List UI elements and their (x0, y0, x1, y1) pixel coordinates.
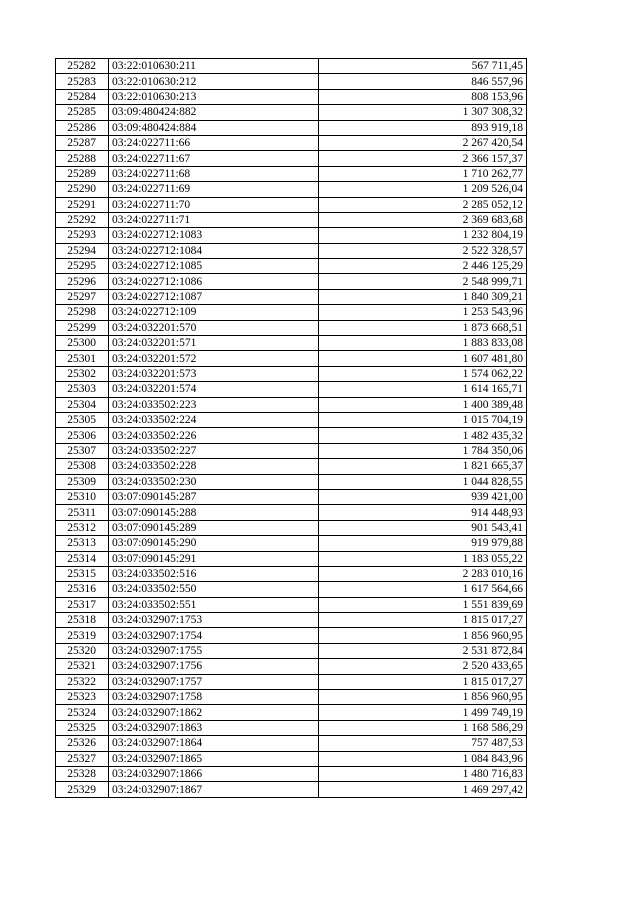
row-number-cell: 25318 (56, 613, 109, 628)
table-row (56, 105, 527, 120)
value-cell: 1 840 309,21 (319, 289, 527, 304)
value-cell: 2 267 420,54 (319, 135, 527, 150)
value-cell: 1 469 297,42 (319, 782, 527, 797)
row-number-cell: 25297 (56, 289, 109, 304)
row-number-cell: 25288 (56, 151, 109, 166)
table-row (56, 74, 527, 89)
table-row (56, 582, 527, 597)
table-row (56, 751, 527, 766)
value-cell: 1 232 804,19 (319, 228, 527, 243)
value-cell: 901 543,41 (319, 520, 527, 535)
row-number-cell: 25317 (56, 597, 109, 612)
value-cell: 2 522 328,57 (319, 243, 527, 258)
value-cell: 914 448,93 (319, 505, 527, 520)
value-cell: 2 283 010,16 (319, 566, 527, 581)
value-cell: 1 482 435,32 (319, 428, 527, 443)
value-cell: 2 548 999,71 (319, 274, 527, 289)
cadastral-number-cell: 03:24:022712:1087 (109, 289, 319, 304)
value-cell: 1 784 350,06 (319, 443, 527, 458)
value-cell: 1 856 960,95 (319, 690, 527, 705)
cadastral-number-cell: 03:24:032907:1864 (109, 736, 319, 751)
table-row (56, 228, 527, 243)
row-number-cell: 25316 (56, 582, 109, 597)
value-cell: 1 617 564,66 (319, 582, 527, 597)
value-cell: 1 015 704,19 (319, 412, 527, 427)
value-cell: 1 607 481,80 (319, 351, 527, 366)
cadastral-number-cell: 03:07:090145:289 (109, 520, 319, 535)
cadastral-number-cell: 03:07:090145:291 (109, 551, 319, 566)
row-number-cell: 25325 (56, 720, 109, 735)
row-number-cell: 25295 (56, 259, 109, 274)
row-number-cell: 25312 (56, 520, 109, 535)
table-row (56, 443, 527, 458)
value-cell: 1 209 526,04 (319, 182, 527, 197)
row-number-cell: 25307 (56, 443, 109, 458)
value-cell: 2 520 433,65 (319, 659, 527, 674)
value-cell: 1 084 843,96 (319, 751, 527, 766)
table-row (56, 613, 527, 628)
cadastral-number-cell: 03:07:090145:287 (109, 489, 319, 504)
table-row (56, 566, 527, 581)
cadastral-number-cell: 03:24:032907:1865 (109, 751, 319, 766)
cadastral-number-cell: 03:24:022711:70 (109, 197, 319, 212)
row-number-cell: 25299 (56, 320, 109, 335)
row-number-cell: 25319 (56, 628, 109, 643)
value-cell: 1 480 716,83 (319, 766, 527, 781)
value-cell: 1 307 308,32 (319, 105, 527, 120)
cadastral-number-cell: 03:24:032907:1756 (109, 659, 319, 674)
table-row (56, 320, 527, 335)
row-number-cell: 25311 (56, 505, 109, 520)
cadastral-number-cell: 03:24:033502:223 (109, 397, 319, 412)
cadastral-number-cell: 03:24:033502:516 (109, 566, 319, 581)
table-row (56, 505, 527, 520)
cadastral-number-cell: 03:24:022711:66 (109, 135, 319, 150)
row-number-cell: 25301 (56, 351, 109, 366)
row-number-cell: 25283 (56, 74, 109, 89)
table-row (56, 643, 527, 658)
value-cell: 1 183 055,22 (319, 551, 527, 566)
table-row (56, 459, 527, 474)
table-row (56, 274, 527, 289)
row-number-cell: 25287 (56, 135, 109, 150)
table-row (56, 766, 527, 781)
row-number-cell: 25286 (56, 120, 109, 135)
cadastral-number-cell: 03:09:480424:884 (109, 120, 319, 135)
value-cell: 1 710 262,77 (319, 166, 527, 181)
row-number-cell: 25285 (56, 105, 109, 120)
cadastral-number-cell: 03:24:032907:1758 (109, 690, 319, 705)
table-row (56, 151, 527, 166)
table-body (56, 59, 527, 798)
row-number-cell: 25310 (56, 489, 109, 504)
value-cell: 2 285 052,12 (319, 197, 527, 212)
cadastral-number-cell: 03:24:032907:1757 (109, 674, 319, 689)
row-number-cell: 25326 (56, 736, 109, 751)
table-row (56, 336, 527, 351)
table-row (56, 259, 527, 274)
cadastral-number-cell: 03:24:022712:1085 (109, 259, 319, 274)
cadastral-number-cell: 03:24:033502:230 (109, 474, 319, 489)
value-cell: 1 821 665,37 (319, 459, 527, 474)
cadastral-number-cell: 03:24:032201:574 (109, 382, 319, 397)
row-number-cell: 25322 (56, 674, 109, 689)
row-number-cell: 25294 (56, 243, 109, 258)
cadastral-number-cell: 03:24:032201:573 (109, 366, 319, 381)
value-cell: 2 369 683,68 (319, 212, 527, 227)
cadastral-number-cell: 03:24:033502:550 (109, 582, 319, 597)
table-row (56, 674, 527, 689)
value-cell: 1 873 668,51 (319, 320, 527, 335)
row-number-cell: 25304 (56, 397, 109, 412)
cadastral-number-cell: 03:24:022711:68 (109, 166, 319, 181)
row-number-cell: 25293 (56, 228, 109, 243)
table-row (56, 351, 527, 366)
table-row (56, 705, 527, 720)
cadastral-number-cell: 03:24:033502:228 (109, 459, 319, 474)
row-number-cell: 25284 (56, 89, 109, 104)
row-number-cell: 25328 (56, 766, 109, 781)
table-row (56, 736, 527, 751)
value-cell: 1 614 165,71 (319, 382, 527, 397)
value-cell: 1 574 062,22 (319, 366, 527, 381)
row-number-cell: 25327 (56, 751, 109, 766)
cadastral-number-cell: 03:24:032907:1755 (109, 643, 319, 658)
table-row (56, 366, 527, 381)
table-row (56, 628, 527, 643)
table-row (56, 182, 527, 197)
table-row (56, 551, 527, 566)
table-row (56, 782, 527, 797)
value-cell: 1 168 586,29 (319, 720, 527, 735)
table-row (56, 120, 527, 135)
table-row (56, 197, 527, 212)
data-table (55, 58, 527, 798)
cadastral-number-cell: 03:24:032907:1862 (109, 705, 319, 720)
row-number-cell: 25324 (56, 705, 109, 720)
cadastral-number-cell: 03:07:090145:290 (109, 536, 319, 551)
cadastral-number-cell: 03:24:022712:109 (109, 305, 319, 320)
table-row (56, 659, 527, 674)
cadastral-number-cell: 03:24:032907:1867 (109, 782, 319, 797)
value-cell: 1 551 839,69 (319, 597, 527, 612)
value-cell: 1 253 543,96 (319, 305, 527, 320)
value-cell: 2 531 872,84 (319, 643, 527, 658)
cadastral-number-cell: 03:24:032201:571 (109, 336, 319, 351)
cadastral-number-cell: 03:09:480424:882 (109, 105, 319, 120)
cadastral-number-cell: 03:24:032201:572 (109, 351, 319, 366)
value-cell: 1 815 017,27 (319, 674, 527, 689)
cadastral-number-cell: 03:24:022712:1083 (109, 228, 319, 243)
cadastral-number-cell: 03:24:033502:226 (109, 428, 319, 443)
cadastral-number-cell: 03:24:022712:1086 (109, 274, 319, 289)
cadastral-number-cell: 03:24:022712:1084 (109, 243, 319, 258)
table-row (56, 289, 527, 304)
value-cell: 2 366 157,37 (319, 151, 527, 166)
cadastral-number-cell: 03:24:022711:67 (109, 151, 319, 166)
value-cell: 919 979,88 (319, 536, 527, 551)
table-row (56, 243, 527, 258)
row-number-cell: 25291 (56, 197, 109, 212)
value-cell: 1 044 828,55 (319, 474, 527, 489)
value-cell: 757 487,53 (319, 736, 527, 751)
row-number-cell: 25296 (56, 274, 109, 289)
table-row (56, 690, 527, 705)
cadastral-number-cell: 03:24:032907:1866 (109, 766, 319, 781)
row-number-cell: 25323 (56, 690, 109, 705)
value-cell: 2 446 125,29 (319, 259, 527, 274)
row-number-cell: 25282 (56, 59, 109, 74)
value-cell: 1 400 389,48 (319, 397, 527, 412)
cadastral-number-cell: 03:24:032907:1754 (109, 628, 319, 643)
row-number-cell: 25306 (56, 428, 109, 443)
cadastral-number-cell: 03:24:022711:71 (109, 212, 319, 227)
table-row (56, 520, 527, 535)
row-number-cell: 25305 (56, 412, 109, 427)
table-row (56, 59, 527, 74)
row-number-cell: 25308 (56, 459, 109, 474)
table-row (56, 382, 527, 397)
table-row (56, 474, 527, 489)
value-cell: 567 711,45 (319, 59, 527, 74)
cadastral-number-cell: 03:24:033502:224 (109, 412, 319, 427)
table-row (56, 89, 527, 104)
cadastral-number-cell: 03:24:032907:1863 (109, 720, 319, 735)
row-number-cell: 25292 (56, 212, 109, 227)
cadastral-number-cell: 03:22:010630:211 (109, 59, 319, 74)
row-number-cell: 25298 (56, 305, 109, 320)
table-row (56, 305, 527, 320)
row-number-cell: 25313 (56, 536, 109, 551)
value-cell: 1 883 833,08 (319, 336, 527, 351)
row-number-cell: 25321 (56, 659, 109, 674)
row-number-cell: 25329 (56, 782, 109, 797)
value-cell: 1 815 017,27 (319, 613, 527, 628)
row-number-cell: 25309 (56, 474, 109, 489)
row-number-cell: 25290 (56, 182, 109, 197)
cadastral-number-cell: 03:24:022711:69 (109, 182, 319, 197)
row-number-cell: 25303 (56, 382, 109, 397)
value-cell: 846 557,96 (319, 74, 527, 89)
table-row (56, 166, 527, 181)
cadastral-number-cell: 03:24:033502:551 (109, 597, 319, 612)
table-row (56, 489, 527, 504)
cadastral-number-cell: 03:24:033502:227 (109, 443, 319, 458)
cadastral-number-cell: 03:24:032907:1753 (109, 613, 319, 628)
table-row (56, 212, 527, 227)
cadastral-number-cell: 03:24:032201:570 (109, 320, 319, 335)
table-row (56, 428, 527, 443)
value-cell: 893 919,18 (319, 120, 527, 135)
row-number-cell: 25300 (56, 336, 109, 351)
table-row (56, 720, 527, 735)
table-row (56, 536, 527, 551)
row-number-cell: 25314 (56, 551, 109, 566)
row-number-cell: 25315 (56, 566, 109, 581)
value-cell: 939 421,00 (319, 489, 527, 504)
table-row (56, 412, 527, 427)
table-row (56, 135, 527, 150)
row-number-cell: 25289 (56, 166, 109, 181)
row-number-cell: 25302 (56, 366, 109, 381)
cadastral-number-cell: 03:22:010630:212 (109, 74, 319, 89)
cadastral-number-cell: 03:22:010630:213 (109, 89, 319, 104)
table-row (56, 397, 527, 412)
cadastral-number-cell: 03:07:090145:288 (109, 505, 319, 520)
value-cell: 808 153,96 (319, 89, 527, 104)
value-cell: 1 499 749,19 (319, 705, 527, 720)
table-row (56, 597, 527, 612)
value-cell: 1 856 960,95 (319, 628, 527, 643)
row-number-cell: 25320 (56, 643, 109, 658)
